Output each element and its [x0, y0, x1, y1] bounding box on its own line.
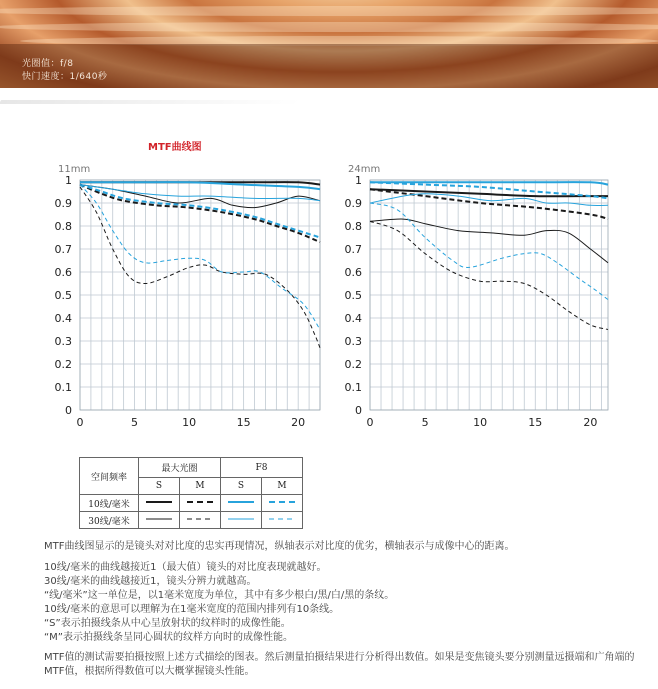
y-tick-label: 0.4	[344, 312, 362, 325]
note-line: 30线/毫米的曲线越接近1，镜头分辨力就越高。	[44, 576, 257, 587]
y-tick-label: 0.8	[54, 220, 72, 233]
legend-col-f8: F8	[221, 458, 303, 478]
legend-sample-30-f8-m	[262, 512, 303, 529]
y-tick-label: 0.7	[344, 243, 362, 256]
y-tick-label: 0	[355, 404, 362, 417]
x-tick-label: 0	[76, 416, 84, 429]
mtf-series-line	[370, 203, 608, 300]
x-tick-label: 15	[236, 416, 251, 429]
note-line: “线/毫米”这一单位是，以1毫米宽度为单位，其中有多少根白/黑/白/黑的条纹。	[44, 590, 395, 601]
gridlines	[370, 180, 608, 410]
y-tick-label: 0.3	[54, 335, 72, 348]
note-line: “S”表示拍摄线条从中心呈放射状的纹样时的成像性能。	[44, 618, 291, 629]
y-tick-label: 0	[65, 404, 72, 417]
header-banner	[0, 0, 658, 88]
y-tick-label: 0.5	[344, 289, 362, 302]
y-tick-label: 0.6	[54, 266, 72, 279]
y-tick-label: 0.6	[344, 266, 362, 279]
y-tick-label: 0.9	[54, 197, 72, 210]
explanation-notes	[44, 540, 644, 679]
legend-sample-10-max-s	[139, 495, 180, 512]
note-line: “M”表示拍摄线条呈同心圆状的纹样方向时的成像性能。	[44, 632, 293, 643]
y-tick-label: 0.8	[344, 220, 362, 233]
y-tick-label: 0.7	[54, 243, 72, 256]
mtf-series-line	[370, 221, 608, 329]
x-tick-label: 20	[583, 416, 598, 429]
y-tick-label: 0.2	[54, 358, 72, 371]
x-tick-label: 10	[182, 416, 197, 429]
legend-m: M	[180, 478, 221, 495]
note-line: 10线/毫米的曲线越接近1（最大值）镜头的对比度表现就越好。	[44, 562, 327, 573]
legend-sample-10-f8-m	[262, 495, 303, 512]
y-tick-label: 1	[65, 174, 72, 187]
x-tick-label: 10	[473, 416, 488, 429]
legend-sample-30-f8-s	[221, 512, 262, 529]
wood-grain-stripe	[0, 22, 658, 32]
legend-s: S	[221, 478, 262, 495]
y-tick-label: 0.1	[344, 381, 362, 394]
legend-sample-10-f8-s	[221, 495, 262, 512]
x-tick-label: 15	[528, 416, 543, 429]
legend-m: M	[262, 478, 303, 495]
legend-col-max-aperture: 最大光圈	[139, 458, 221, 478]
x-tick-label: 5	[421, 416, 429, 429]
y-tick-label: 0.3	[344, 335, 362, 348]
legend-sample-30-max-s	[139, 512, 180, 529]
chart-focal-title: 11mm	[58, 164, 91, 175]
legend-table	[79, 457, 303, 529]
note-intro: MTF曲线图显示的是镜头对对比度的忠实再现情况，纵轴表示对比度的优劣，横轴表示与成像中心的距离。	[44, 541, 515, 552]
legend-row-30: 30线/毫米	[80, 512, 139, 529]
y-tick-label: 1	[355, 174, 362, 187]
chart-focal-title: 24mm	[348, 164, 381, 175]
legend-sample-10-max-m	[180, 495, 221, 512]
x-tick-label: 20	[291, 416, 306, 429]
legend-sample-30-max-m	[180, 512, 221, 529]
chart-title: MTF曲线图	[148, 142, 202, 153]
y-tick-label: 0.2	[344, 358, 362, 371]
wood-grain-stripe	[0, 6, 658, 16]
section-divider	[0, 100, 301, 104]
mtf-chart-24mm	[0, 155, 658, 435]
y-tick-label: 0.9	[344, 197, 362, 210]
legend-spatial-frequency: 空间频率	[80, 458, 139, 495]
y-tick-label: 0.5	[54, 289, 72, 302]
note-line: 10线/毫米的意思可以理解为在1毫米宽度的范围内排列有10条线。	[44, 604, 340, 615]
x-tick-label: 0	[366, 416, 374, 429]
y-tick-label: 0.1	[54, 381, 72, 394]
x-tick-label: 5	[131, 416, 139, 429]
aperture-info: 光圈值：f/8	[22, 59, 74, 69]
note-summary: MTF值的测试需要拍摄按照上述方式描绘的图表。然后测量拍摄结果进行分析得出数值。如果是变焦镜头要分别测量远摄端和广角端的MTF值，根据所得数值可以大概掌握镜头性能。	[44, 652, 635, 677]
legend-row-10: 10线/毫米	[80, 495, 139, 512]
legend-s: S	[139, 478, 180, 495]
y-tick-label: 0.4	[54, 312, 72, 325]
shutter-info: 快门速度：1/640秒	[22, 72, 108, 82]
